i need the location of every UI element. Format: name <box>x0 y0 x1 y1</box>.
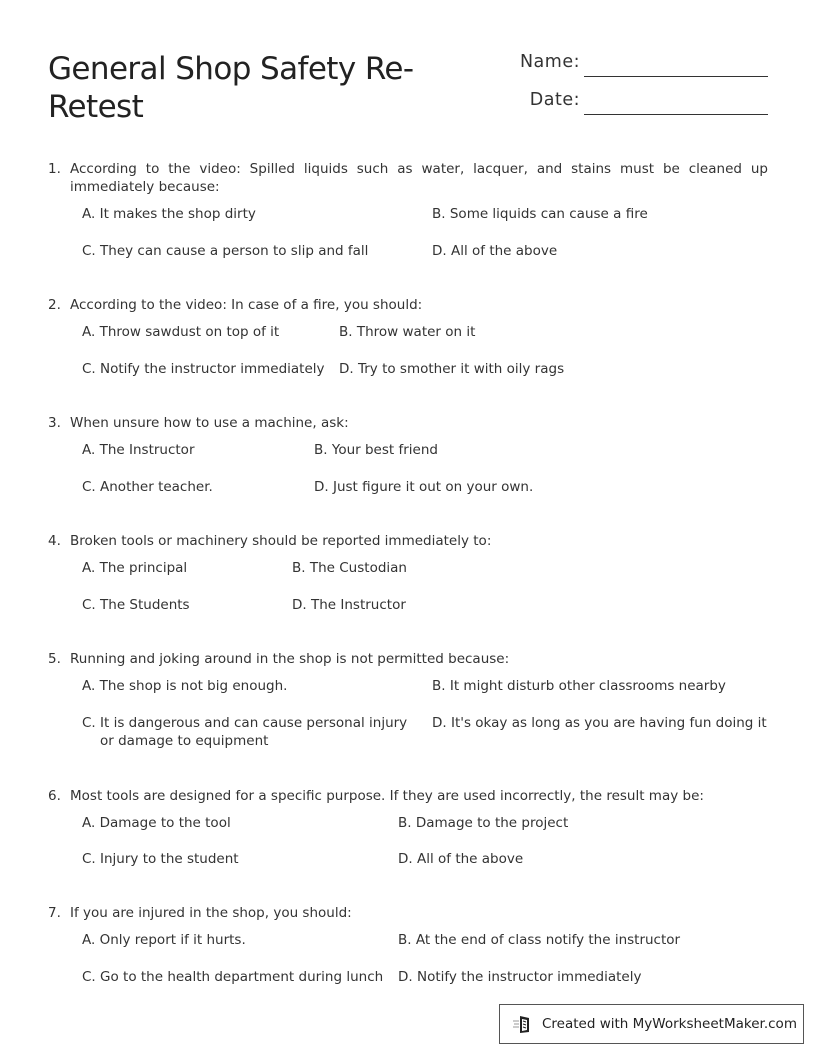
option-7d: D. Notify the instructor immediately <box>398 969 642 985</box>
option-1b: B. Some liquids can cause a fire <box>432 206 648 222</box>
option-2d: D. Try to smother it with oily rags <box>339 361 565 377</box>
footer-credit[interactable] <box>499 1004 804 1044</box>
date-line[interactable] <box>584 114 768 115</box>
option-7b: B. At the end of class notify the instructor <box>398 932 681 948</box>
question-1 <box>48 160 768 196</box>
question-4 <box>48 532 768 550</box>
question-text: Running and joking around in the shop is not permitted because: <box>70 651 510 667</box>
option-5a: A. The shop is not big enough. <box>82 678 288 694</box>
option-5d: D. It's okay as long as you are having fun doing it <box>432 715 767 731</box>
option-1c: C. They can cause a person to slip and fall <box>82 243 369 259</box>
question-text: When unsure how to use a machine, ask: <box>70 415 349 431</box>
option-3c: C. Another teacher. <box>82 479 213 495</box>
name-line[interactable] <box>584 76 768 77</box>
option-2b: B. Throw water on it <box>339 324 476 340</box>
page-title: General Shop Safety Re-Retest <box>48 51 414 125</box>
option-7a: A. Only report if it hurts. <box>82 932 246 948</box>
question-text: If you are injured in the shop, you should: <box>70 905 352 921</box>
question-7 <box>48 904 768 922</box>
question-text: Broken tools or machinery should be reported immediately to: <box>70 533 492 549</box>
question-number: 5. <box>48 651 61 667</box>
option-1d: D. All of the above <box>432 243 558 259</box>
worksheet-logo-icon <box>512 1013 534 1035</box>
date-field[interactable] <box>500 90 770 120</box>
option-4b: B. The Custodian <box>292 560 407 576</box>
option-7c: C. Go to the health department during lunch <box>82 969 384 985</box>
option-6b: B. Damage to the project <box>398 815 569 831</box>
option-4a: A. The principal <box>82 560 188 576</box>
footer-text: Created with MyWorksheetMaker.com <box>542 1016 797 1032</box>
option-3a: A. The Instructor <box>82 442 195 458</box>
question-2 <box>48 296 768 314</box>
option-4d: D. The Instructor <box>292 597 406 613</box>
question-5 <box>48 650 768 668</box>
option-1a: A. It makes the shop dirty <box>82 206 256 222</box>
option-3d: D. Just figure it out on your own. <box>314 479 534 495</box>
question-number: 2. <box>48 297 61 313</box>
question-number: 3. <box>48 415 61 431</box>
name-label: Name: <box>519 52 580 72</box>
date-label: Date: <box>529 90 580 110</box>
option-2c: C. Notify the instructor immediately <box>82 361 325 377</box>
option-5c: C. It is dangerous and can cause personal injury or damage to equipment <box>82 715 408 749</box>
option-5b: B. It might disturb other classrooms nearby <box>432 678 726 694</box>
option-3b: B. Your best friend <box>314 442 438 458</box>
option-6c: C. Injury to the student <box>82 851 239 867</box>
option-6a: A. Damage to the tool <box>82 815 231 831</box>
question-number: 7. <box>48 905 61 921</box>
question-3 <box>48 414 768 432</box>
question-text: According to the video: Spilled liquids such as water, lacquer, and stains must be cleaned up immediately because: <box>70 161 768 195</box>
question-number: 4. <box>48 533 61 549</box>
question-text: According to the video: In case of a fire, you should: <box>70 297 423 313</box>
option-2a: A. Throw sawdust on top of it <box>82 324 280 340</box>
option-6d: D. All of the above <box>398 851 524 867</box>
question-number: 6. <box>48 788 61 804</box>
question-number: 1. <box>48 161 61 177</box>
question-text: Most tools are designed for a specific purpose. If they are used incorrectly, the result may be: <box>70 788 704 804</box>
name-field[interactable] <box>500 52 770 82</box>
option-4c: C. The Students <box>82 597 190 613</box>
question-6 <box>48 787 768 805</box>
